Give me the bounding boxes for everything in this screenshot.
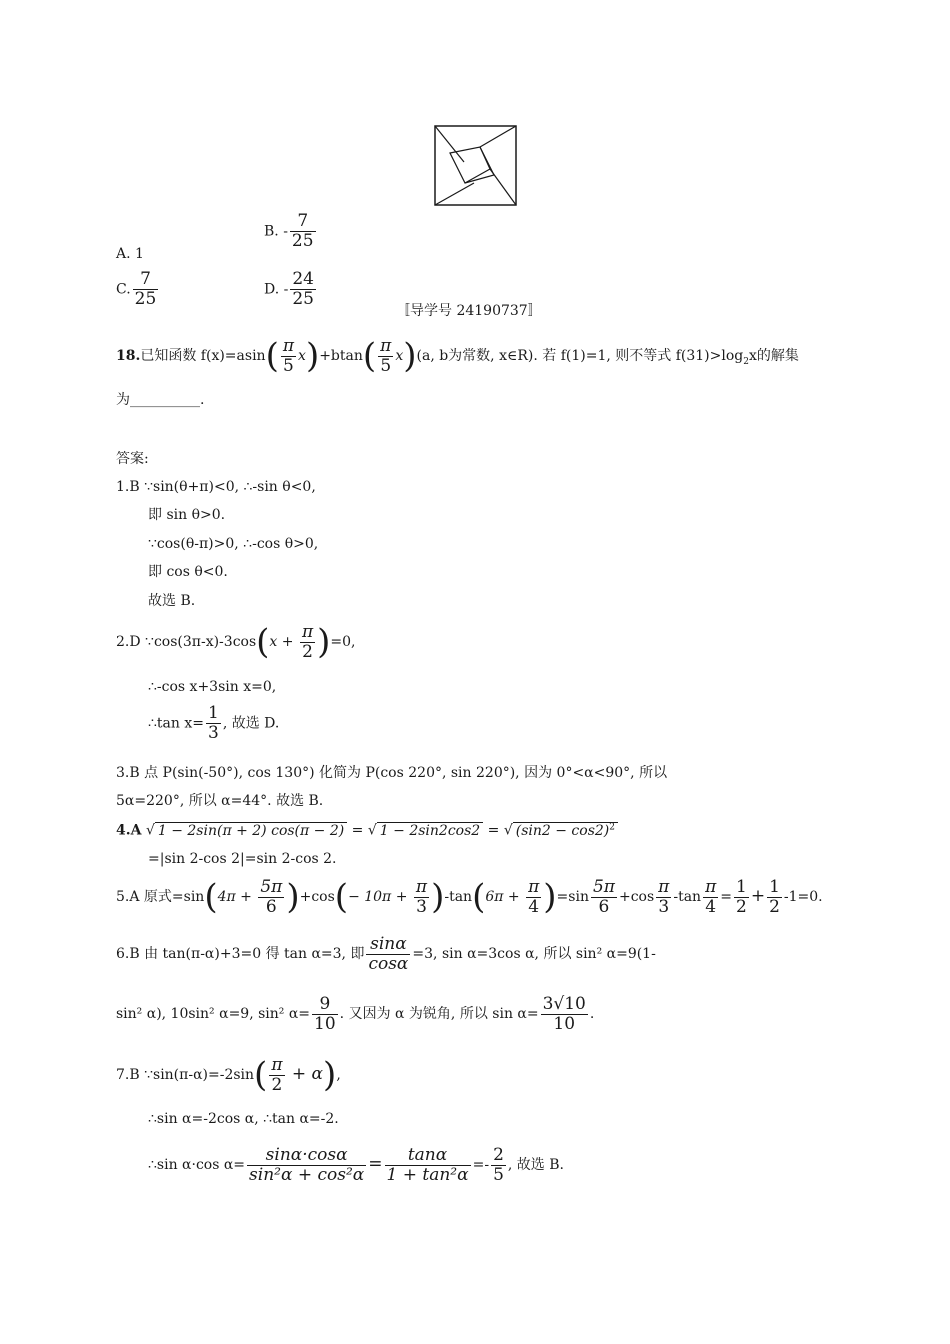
pinwheel-square-figure bbox=[434, 125, 518, 207]
guide-number: 〚导学号 24190737〛 bbox=[396, 303, 542, 319]
answer-2-line3: ∴tan x= $\frac{1}{3}$ , 故选 D. bbox=[148, 703, 280, 743]
option-d: D. - $\frac{24}{25}$ bbox=[264, 269, 314, 309]
answer-2-line2: ∴-cos x+3sin x=0, bbox=[148, 679, 277, 695]
question-18: 18.已知函数 f(x)=asin( $\frac{\pi}{5}$ x)+btan( $\frac{\pi}{5}$ x)(a, b为常数, x∈R). 若 f(1)=1, 则不等式 $f(31)>\log_2x$的解集 bbox=[116, 335, 799, 376]
answer-3-line1: 3.B 点 P(sin(-50°), cos 130°) 化简为 P(cos 220°, sin 220°), 因为 0°<α<90°, 所以 bbox=[116, 765, 668, 781]
answer-1-line5: 故选 B. bbox=[148, 593, 196, 609]
answer-2-line1: 2.D ∵cos(3π-x)-3cos(x + $\frac{\pi}{2}$ )=0, bbox=[116, 621, 356, 662]
option-a: A. 1 bbox=[116, 246, 144, 262]
answer-3-line2: 5α=220°, 所以 α=44°. 故选 B. bbox=[116, 793, 324, 809]
answer-7-line1: 7.B ∵sin(π-α)=-2sin( $\frac{\pi}{2}$ + α), bbox=[116, 1054, 341, 1095]
answer-1-line2: 即 sin θ>0. bbox=[148, 507, 226, 523]
answer-1-line4: 即 cos θ<0. bbox=[148, 564, 228, 580]
answer-label: 答案: bbox=[116, 451, 149, 467]
answer-6-line2: sin² α), 10sin² α=9, sin² α= $\frac{9}{10}$ . 又因为 α 为锐角, 所以 sin α= $\frac{3√10}{10}$ . bbox=[116, 993, 595, 1034]
answer-4-line1: 4.A √ 1 − 2sin(π + 2) cos(π − 2) = √ 1 − 2sin2cos2 = √ $(\sin 2 - \cos 2)^2$ bbox=[116, 818, 618, 840]
answer-6-line1: 6.B 由 tan(π-α)+3=0 得 tan α=3, 即 $\frac{\sin\alpha}{\cos\alpha}$ =3, sin α=3cos α, 所以 sin² α=9(1- bbox=[116, 933, 656, 974]
answer-4-line2: =|sin 2-cos 2|=sin 2-cos 2. bbox=[148, 851, 337, 867]
answer-7-line2: ∴sin α=-2cos α, ∴tan α=-2. bbox=[148, 1111, 339, 1127]
question-18-line2: 为__________. bbox=[116, 392, 205, 408]
option-c: C. $\frac{7}{25}$ bbox=[116, 269, 157, 309]
answer-5-line1: 5.A 原式=sin(4π + $\frac{5\pi}{6}$ )+cos(− 10π + $\frac{\pi}{3}$ )-tan(6π + $\frac{\pi}{4}$ )=sin $\frac{5\pi}{6}$ +cos $\frac{\pi}{3}$ -tan $\frac{\pi}{4}$ = $\frac{1}{2}$ + $\frac{1}{2}$ -1=0. bbox=[116, 876, 823, 917]
answer-1-line3: ∵cos(θ-π)>0, ∴-cos θ>0, bbox=[148, 536, 319, 552]
outer-square bbox=[435, 126, 516, 205]
option-b: B. - $\frac{7}{25}$ bbox=[264, 211, 314, 251]
answer-1-line1: 1.B ∵sin(θ+π)<0, ∴-sin θ<0, bbox=[116, 479, 316, 495]
answer-7-line3: ∴sin α·cos α= $\frac{\sin\alpha\cdot\cos\alpha}{\text{sin²α + cos²α}}$ = $\frac{\tan\alpha}{\text{1 + tan²α}}$ =- $\frac{2}{5}$ , 故选 B. bbox=[148, 1144, 564, 1185]
